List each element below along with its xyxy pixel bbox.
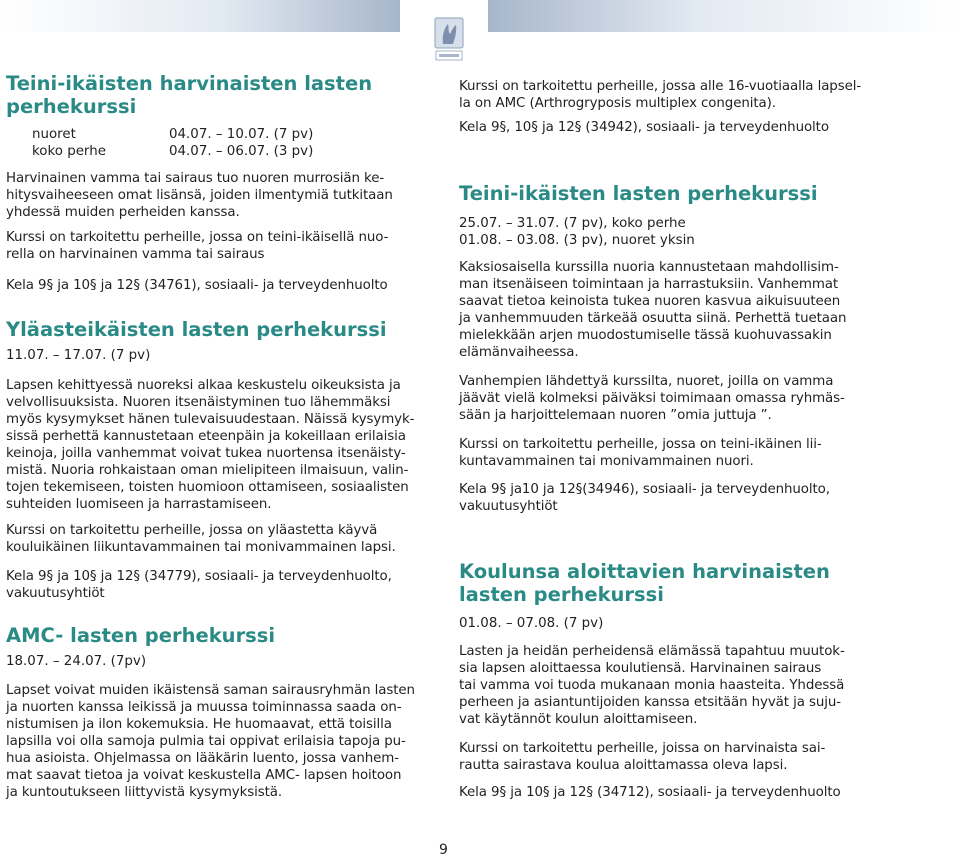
course-description: Lapsen kehittyessä nuoreksi alkaa keskustelu oikeuksista ja velvollisuuksista. Nuoren itsenäistyminen tuo lähemmäksi myös kysymykset hänen tulevaisuudestaan. Näissä kysymyk- sissä perhettä kannustetaan eteenpäin ja kokeillaan erilaisia keinoja, joilla vanhemmat voivat tukea nuortensa itsenäisty- mistä. Nuoria rohkaistaan oman mielipiteen ilmaisuun, valin- tojen tekemiseen, toisten huomioon ottamiseen, sosiaalisten suhteiden luomiseen ja harrastamiseen. — [6, 378, 415, 512]
header-gradient-right — [488, 0, 960, 32]
course-funding: Kela 9§ ja 10§ ja 12§ (34761), sosiaali- ja terveydenhuolto — [6, 278, 388, 293]
course-title-amc: AMC- lasten perhekurssi — [6, 624, 276, 647]
course-target-group: Kurssi on tarkoitettu perheille, jossa on teini-ikäisellä nuo- rella on harvinainen vamma tai sairaus — [6, 230, 389, 262]
page-number: 9 — [439, 842, 448, 858]
course-description: Kaksiosaisella kurssilla nuoria kannustetaan mahdollisim- man itsenäiseen toimintaan ja harrastuksiin. Vanhemmat saavat tietoa keinoista tukea nuoren kasvua aikuisuuteen ja vanhemmuuden tärkeää osuutta siinä. Perhettä tuetaan mielekkään arjen muodostumiselle tässä kuohuvassakin elämänvaiheessa. — [459, 260, 847, 360]
course-description: Lasten ja heidän perheidensä elämässä tapahtuu muutok- sia lapsen aloittaessa koulutiensä. Harvinainen sairaus tai vamma voi tuoda mukanaan monia haasteita. Yhdessä perheen ja asiantuntijoiden kanssa etsitään hyvät ja suju- vat käytännöt koulun aloittamiseen. — [459, 644, 845, 727]
course-funding: Kela 9§ ja 10§ ja 12§ (34712), sosiaali- ja terveydenhuolto — [459, 785, 841, 800]
course-target-group: Kurssi on tarkoitettu perheille, jossa on teini-ikäinen lii- kuntavammainen tai monivammainen nuori. — [459, 437, 822, 469]
course-target-group: Kurssi on tarkoitettu perheille, jossa on yläastetta käyvä kouluikäinen liikuntavammainen tai monivammainen lapsi. — [6, 523, 396, 555]
course-description: Lapset voivat muiden ikäistensä saman sairausryhmän lasten ja nuorten kanssa leikissä ja muussa toiminnassa saada on- nistumisen ja ilon kokemuksia. He huomaavat, että toisilla lapsilla voi olla samoja pulmia tai oppivat erilaisia tapoja pu- hua asioista. Ohjelmassa on lääkärin luento, jossa vanhem- mat saavat tietoa ja voivat keskustella AMC- lapsen hoitoon ja kuntoutukseen liittyvistä kysymyksistä. — [6, 683, 415, 800]
course-title-secondary-school: Yläasteikäisten lasten perhekurssi — [6, 318, 387, 341]
course-dates: 25.07. – 31.07. (7 pv), koko perhe 01.08. – 03.08. (3 pv), nuoret yksin — [459, 216, 695, 248]
course-title-school-start: Koulunsa aloittavien harvinaisten lasten perhekurssi — [459, 560, 830, 606]
course-dates: 18.07. – 24.07. (7pv) — [6, 654, 147, 669]
course-target-group: Kurssi on tarkoitettu perheille, jossa alle 16-vuotiaalla lapsel- la on AMC (Arthrogryposis multiplex congenita). — [459, 79, 862, 111]
course-title-teen-rare-family: Teini-ikäisten harvinaisten lasten perhekurssi — [6, 72, 373, 118]
course-description: Harvinainen vamma tai sairaus tuo nuoren murrosiän ke- hitysvaiheeseen omat lisänsä, joiden ilmentymiä tutkitaan yhdessä muiden perheiden kanssa. — [6, 171, 393, 220]
course-funding: Kela 9§, 10§ ja 12§ (34942), sosiaali- ja terveydenhuolto — [459, 120, 829, 135]
course-funding: Kela 9§ ja10 ja 12§(34946), sosiaali- ja terveydenhuolto, vakuutusyhtiöt — [459, 482, 830, 514]
course-schedule: nuoret 04.07. – 10.07. (7 pv) koko perhe 04.07. – 06.07. (3 pv) — [32, 127, 314, 159]
course-dates: 01.08. – 07.08. (7 pv) — [459, 616, 604, 631]
course-target-group: Kurssi on tarkoitettu perheille, joissa on harvinaista sai- rautta sairastava koulua aloittamassa oleva lapsi. — [459, 741, 826, 773]
course-description-continued: Vanhempien lähdettyä kurssilta, nuoret, joilla on vamma jäävät vielä kolmeksi päiväksi toimimaan omassa ryhmäs- sään ja harjoittelemaan nuoren ”omia juttuja ”. — [459, 374, 845, 423]
course-funding: Kela 9§ ja 10§ ja 12§ (34779), sosiaali- ja terveydenhuolto, vakuutusyhtiöt — [6, 569, 392, 601]
organization-logo-icon — [434, 16, 464, 62]
course-title-teen-family: Teini-ikäisten lasten perhekurssi — [459, 182, 818, 205]
course-dates: 11.07. – 17.07. (7 pv) — [6, 348, 151, 363]
header-gradient-left — [0, 0, 400, 32]
